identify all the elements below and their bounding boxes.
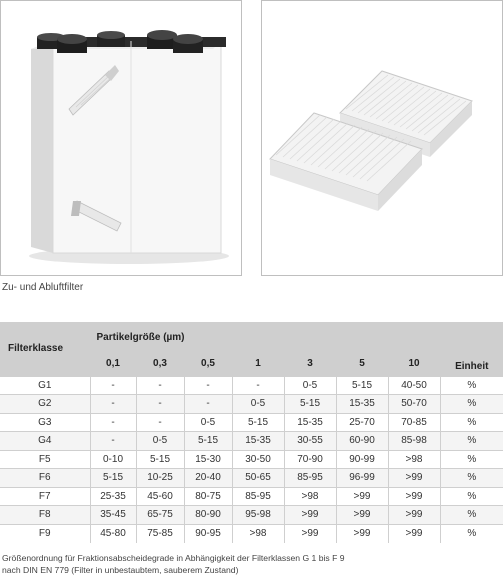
value-cell: >99 (284, 506, 336, 525)
filter-class-cell: G1 (0, 376, 90, 395)
value-cell: >99 (336, 487, 388, 506)
value-cell: 15-35 (232, 432, 284, 451)
table-row (0, 432, 503, 451)
value-cell: 15-30 (184, 450, 232, 469)
table-footnote (2, 553, 345, 576)
value-cell: >99 (388, 487, 440, 506)
value-cell: - (136, 413, 184, 432)
value-cell: 70-85 (388, 413, 440, 432)
filter-class-cell: F8 (0, 506, 90, 525)
value-cell: >98 (284, 487, 336, 506)
ventilation-unit-illustration (1, 1, 242, 276)
unit-cell: % (467, 509, 477, 521)
table-row (0, 395, 503, 414)
duct-connector-5 (173, 34, 203, 53)
image-caption: Zu- und Abluftfilter (2, 282, 84, 293)
footnote-line-1: Größenordnung für Fraktionsabscheidegrade in Abhängigkeit der Filterklassen G 1 bis F 9 (2, 553, 345, 563)
value-cell: 60-90 (336, 432, 388, 451)
unit-cell: % (467, 472, 477, 484)
unit-cell: % (467, 453, 477, 465)
unit-cell: % (467, 398, 477, 410)
value-cell: 75-85 (136, 524, 184, 543)
duct-connector-3 (97, 31, 125, 47)
value-cell: - (90, 413, 136, 432)
value-cell: 25-70 (336, 413, 388, 432)
value-cell: 0-10 (90, 450, 136, 469)
table-row (0, 524, 503, 543)
header-filterklasse: Filterklasse (0, 322, 90, 376)
header-size: 10 (388, 352, 440, 376)
value-cell: 90-99 (336, 450, 388, 469)
header-size: 5 (336, 352, 388, 376)
value-cell: >99 (388, 469, 440, 488)
value-cell: 45-80 (90, 524, 136, 543)
value-cell: - (90, 395, 136, 414)
value-cell: >98 (388, 450, 440, 469)
value-cell: 0-5 (184, 413, 232, 432)
value-cell: 50-70 (388, 395, 440, 414)
value-cell: 45-60 (136, 487, 184, 506)
value-cell: 40-50 (388, 376, 440, 395)
filter-class-table-container (0, 322, 503, 543)
value-cell: 80-75 (184, 487, 232, 506)
unit-cell: % (467, 528, 477, 539)
value-cell: 5-15 (136, 450, 184, 469)
value-cell: 65-75 (136, 506, 184, 525)
value-cell: 25-35 (90, 487, 136, 506)
filter-class-cell: F5 (0, 450, 90, 469)
header-size: 0,5 (184, 352, 232, 376)
value-cell: 0-5 (232, 395, 284, 414)
filter-class-cell: F9 (0, 524, 90, 543)
value-cell: 0-5 (136, 432, 184, 451)
header-size: 0,3 (136, 352, 184, 376)
table-row (0, 376, 503, 395)
value-cell: 5-15 (184, 432, 232, 451)
value-cell: 90-95 (184, 524, 232, 543)
duct-connector-4 (147, 30, 177, 49)
value-cell: 85-95 (232, 487, 284, 506)
filter-cassettes-illustration (262, 1, 503, 276)
value-cell: 15-35 (336, 395, 388, 414)
unit-cell: % (467, 416, 477, 428)
value-cell: - (184, 376, 232, 395)
table-row (0, 450, 503, 469)
unit-photo (0, 0, 242, 276)
filters-photo (261, 0, 503, 276)
filter-class-cell: F6 (0, 469, 90, 488)
value-cell: - (136, 395, 184, 414)
duct-connector-2 (57, 34, 87, 53)
value-cell: 85-95 (284, 469, 336, 488)
header-size: 0,1 (90, 352, 136, 376)
value-cell: 10-25 (136, 469, 184, 488)
filter-class-cell: G4 (0, 432, 90, 451)
value-cell: 70-90 (284, 450, 336, 469)
header-particle-size: Partikelgröße (µm) (96, 331, 185, 343)
value-cell: 85-98 (388, 432, 440, 451)
header-einheit: Einheit (455, 360, 489, 372)
header-size: 3 (284, 352, 336, 376)
unit-cell: % (467, 379, 477, 391)
footnote-line-2: nach DIN EN 779 (Filter in unbestaubtem, sauberem Zustand) (2, 564, 239, 575)
value-cell: 96-99 (336, 469, 388, 488)
value-cell: >99 (388, 524, 440, 543)
value-cell: 35-45 (90, 506, 136, 525)
header-size: 1 (232, 352, 284, 376)
value-cell: 5-15 (284, 395, 336, 414)
value-cell: 0-5 (284, 376, 336, 395)
table-row (0, 487, 503, 506)
filter-class-table (0, 322, 503, 543)
value-cell: - (136, 376, 184, 395)
value-cell: 5-15 (232, 413, 284, 432)
value-cell: - (90, 376, 136, 395)
filter-class-cell: G3 (0, 413, 90, 432)
value-cell: 95-98 (232, 506, 284, 525)
value-cell: >99 (336, 506, 388, 525)
table-row (0, 413, 503, 432)
filter-class-cell: G2 (0, 395, 90, 414)
value-cell: 50-65 (232, 469, 284, 488)
value-cell: - (232, 376, 284, 395)
table-row (0, 506, 503, 525)
value-cell: 20-40 (184, 469, 232, 488)
value-cell: 5-15 (336, 376, 388, 395)
table-row (0, 469, 503, 488)
value-cell: >99 (284, 524, 336, 543)
value-cell: 80-90 (184, 506, 232, 525)
value-cell: 30-50 (232, 450, 284, 469)
value-cell: - (90, 432, 136, 451)
value-cell: >99 (388, 506, 440, 525)
unit-cell: % (467, 490, 477, 502)
value-cell: 30-55 (284, 432, 336, 451)
value-cell: 15-35 (284, 413, 336, 432)
filter-class-cell: F7 (0, 487, 90, 506)
value-cell: >99 (336, 524, 388, 543)
value-cell: 5-15 (90, 469, 136, 488)
unit-cell: % (467, 435, 477, 447)
value-cell: >98 (232, 524, 284, 543)
value-cell: - (184, 395, 232, 414)
